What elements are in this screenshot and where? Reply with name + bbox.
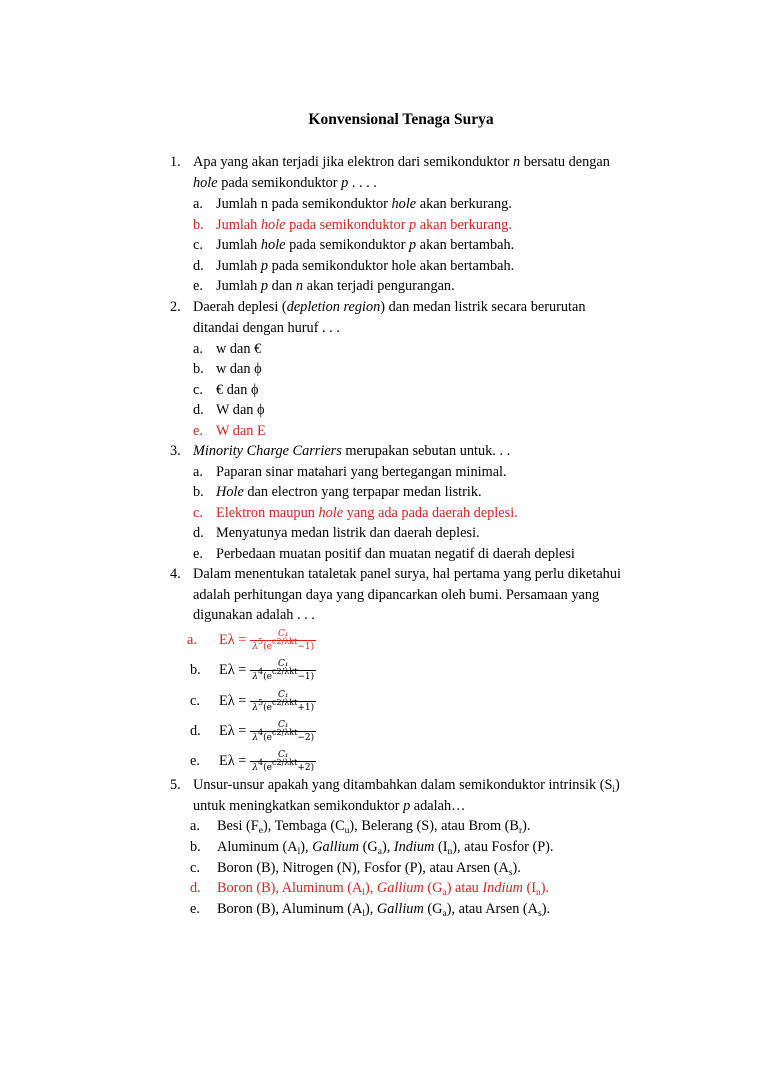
q3-option-a-letter: a. bbox=[193, 464, 203, 480]
q1-option-b-answer: Jumlah hole pada semikonduktor p akan berkurang. bbox=[216, 217, 512, 233]
q4-text-line-3: digunakan adalah . . . bbox=[193, 607, 315, 623]
q4-option-c: Eλ = $\frac{\text{C₁}}{\lambda^5(e^{c2/\lambda kt}+1)}$ bbox=[219, 689, 315, 713]
q5-option-d-answer: Boron (B), Aluminum $(A_l)$, Gallium $(G_a)$ atau Indium $(I_n)$. bbox=[217, 880, 550, 898]
q5-option-e-letter: e. bbox=[190, 901, 200, 917]
q1-option-e: Jumlah p dan n akan terjadi pengurangan. bbox=[216, 278, 455, 294]
q2-option-b-letter: b. bbox=[193, 361, 204, 377]
q3-option-c-answer: Elektron maupun hole yang ada pada daerah deplesi. bbox=[216, 505, 518, 521]
q5-option-d-letter: d. bbox=[190, 880, 201, 896]
q2-option-c: € dan ϕ bbox=[216, 382, 259, 398]
q4-option-e: Eλ = $\frac{\text{C₁}}{\lambda^4(e^{c2/\lambda kt}+2)}$ bbox=[219, 749, 315, 773]
q5-option-c: Boron (B), Nitrogen (N), Fosfor (P), atau Arsen $(A_s)$. bbox=[217, 860, 521, 878]
q3-text-line-1: Minority Charge Carriers merupakan sebutan untuk. . . bbox=[193, 443, 511, 459]
q4-option-b: Eλ = $\frac{\text{C₁}}{\lambda^4(e^{c2/\lambda kt}-1)}$ bbox=[219, 658, 315, 682]
q2-option-d: W dan ϕ bbox=[216, 402, 265, 418]
q1-option-a: Jumlah n pada semikonduktor hole akan berkurang. bbox=[216, 196, 512, 212]
q5-option-b: Aluminum $(A_l)$, Gallium $(G_a)$, Indium $(I_n)$, atau Fosfor (P). bbox=[217, 839, 554, 857]
q5-option-c-letter: c. bbox=[190, 860, 200, 876]
q1-option-d-letter: d. bbox=[193, 258, 204, 274]
q2-option-e-answer: W dan E bbox=[216, 423, 266, 439]
q5-number: 5. bbox=[170, 777, 181, 793]
q2-number: 2. bbox=[170, 299, 181, 315]
q2-option-b: w dan ϕ bbox=[216, 361, 262, 377]
q5-option-a: Besi $(F_e)$, Tembaga $(C_u)$, Belerang (S), atau Brom $(B_r)$. bbox=[217, 818, 531, 836]
q3-option-b-letter: b. bbox=[193, 484, 204, 500]
q2-text-line-2: ditandai dengan huruf . . . bbox=[193, 320, 340, 336]
q5-option-b-letter: b. bbox=[190, 839, 201, 855]
q1-option-b-letter: b. bbox=[193, 217, 204, 233]
q4-option-d: Eλ = $\frac{\text{C₁}}{\lambda^4(e^{c2/\lambda kt}-2)}$ bbox=[219, 719, 315, 743]
q5-option-e: Boron (B), Aluminum $(A_l)$, Gallium $(G_a)$, atau Arsen $(A_s)$. bbox=[217, 901, 551, 919]
page-title: Konvensional Tenaga Surya bbox=[308, 111, 494, 128]
q5-option-a-letter: a. bbox=[190, 818, 200, 834]
q1-option-a-letter: a. bbox=[193, 196, 203, 212]
q4-option-a-answer: Eλ = $\frac{\text{C₁}}{\lambda^5(e^{c2/\lambda kt}-1)}$ bbox=[219, 628, 315, 652]
q2-text-line-1: Daerah deplesi (depletion region) dan medan listrik secara berurutan bbox=[193, 299, 586, 315]
q3-option-c-letter: c. bbox=[193, 505, 203, 521]
q4-option-c-letter: c. bbox=[190, 693, 200, 709]
q1-option-c: Jumlah hole pada semikonduktor p akan bertambah. bbox=[216, 237, 515, 253]
q4-option-a-letter: a. bbox=[187, 632, 197, 648]
q3-option-a: Paparan sinar matahari yang bertegangan minimal. bbox=[216, 464, 507, 480]
q3-option-e: Perbedaan muatan positif dan muatan negatif di daerah deplesi bbox=[216, 546, 575, 562]
q1-number: 1. bbox=[170, 154, 181, 170]
q1-text-line-1: Apa yang akan terjadi jika elektron dari semikonduktor n bersatu dengan bbox=[193, 154, 610, 170]
q4-number: 4. bbox=[170, 566, 181, 582]
q1-option-c-letter: c. bbox=[193, 237, 203, 253]
q1-option-d: Jumlah p pada semikonduktor hole akan bertambah. bbox=[216, 258, 515, 274]
q2-option-e-letter: e. bbox=[193, 423, 203, 439]
q2-option-a-letter: a. bbox=[193, 341, 203, 357]
q4-option-e-letter: e. bbox=[190, 753, 200, 769]
q3-option-b: Hole dan electron yang terpapar medan listrik. bbox=[216, 484, 482, 500]
q3-option-d-letter: d. bbox=[193, 525, 204, 541]
q2-option-d-letter: d. bbox=[193, 402, 204, 418]
q4-option-b-letter: b. bbox=[190, 662, 201, 678]
q4-text-line-1: Dalam menentukan tataletak panel surya, hal pertama yang perlu diketahui bbox=[193, 566, 621, 582]
q5-text-line-2: untuk meningkatkan semikonduktor p adalah… bbox=[193, 798, 466, 814]
q1-text-line-2: hole pada semikonduktor p . . . . bbox=[193, 175, 377, 191]
q5-text-line-1: Unsur-unsur apakah yang ditambahkan dalam semikonduktor intrinsik $(S_i)$ bbox=[193, 777, 620, 795]
q3-option-e-letter: e. bbox=[193, 546, 203, 562]
q4-option-d-letter: d. bbox=[190, 723, 201, 739]
q2-option-a: w dan € bbox=[216, 341, 262, 357]
q4-text-line-2: adalah perhitungan daya yang dipancarkan oleh bumi. Persamaan yang bbox=[193, 587, 600, 603]
q1-option-e-letter: e. bbox=[193, 278, 203, 294]
q3-number: 3. bbox=[170, 443, 181, 459]
q3-option-d: Menyatunya medan listrik dan daerah deplesi. bbox=[216, 525, 480, 541]
q2-option-c-letter: c. bbox=[193, 382, 203, 398]
